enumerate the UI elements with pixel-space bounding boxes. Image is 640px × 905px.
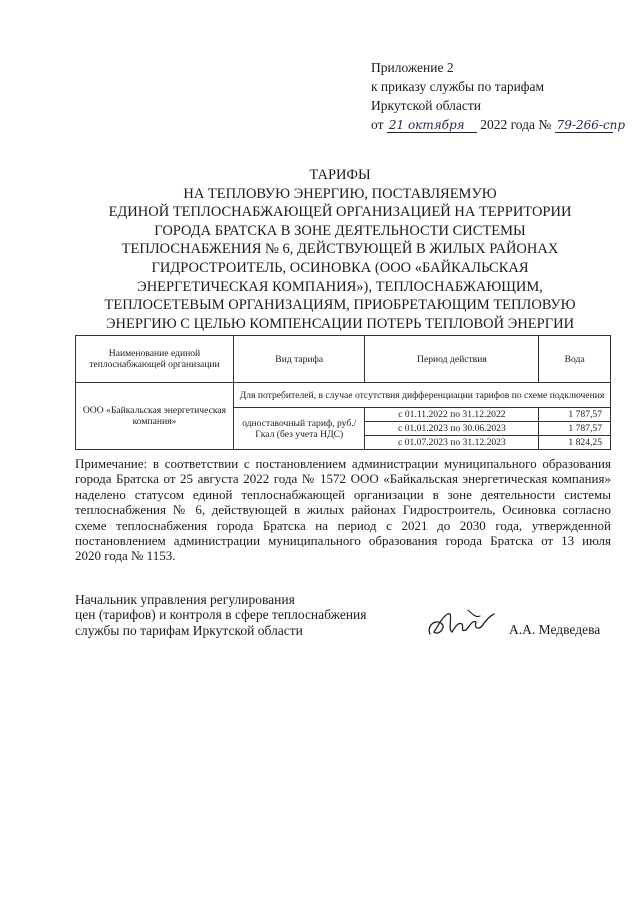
signatory-name: А.А. Медведева <box>509 622 601 637</box>
value-cell: 1 787,57 <box>539 422 611 436</box>
title-line: ГОРОДА БРАТСКА В ЗОНЕ ДЕЯТЕЛЬНОСТИ СИСТЕМЫ <box>154 222 526 239</box>
year-text: 2022 года № <box>480 117 552 132</box>
table-row <box>76 383 611 408</box>
document-title <box>60 166 620 333</box>
title-line: НА ТЕПЛОВУЮ ЭНЕРГИЮ, ПОСТАВЛЯЕМУЮ <box>183 185 497 202</box>
note-line: постановлением администрации муниципального образования города Братска от 13 июля <box>75 533 611 549</box>
tariff-table <box>75 335 611 450</box>
tariff-type-cell: одноставочный тариф, руб./Гкал (без учета НДС) <box>233 408 365 450</box>
note-line: 2020 года № 1153. <box>75 548 176 564</box>
note-line: теплоснабжения № 6, действующей в жилых районах Гидростроитель, Осиновка согласно <box>75 502 611 518</box>
title-line: ТЕПЛОСНАБЖЕНИЯ № 6, ДЕЙСТВУЮЩЕЙ В ЖИЛЫХ РАЙОНАХ <box>121 241 559 258</box>
header-tariff-type: Вид тарифа <box>233 336 365 383</box>
appendix-date-line <box>371 115 626 134</box>
appendix-line-1: Приложение 2 <box>371 60 454 75</box>
consumer-group-cell: Для потребителей, в случае отсутствия дифференциации тарифов по схеме подключения <box>233 383 610 408</box>
signatory-line-2: цен (тарифов) и контроля в сфере теплоснабжения <box>75 607 367 623</box>
date-prefix: от <box>371 117 384 132</box>
header-period: Период действия <box>365 336 539 383</box>
note-line: города Братска от 25 августа 2022 года № 1572 ООО «Байкальская энергетическая компания» <box>75 471 611 487</box>
period-cell: с 01.07.2023 по 31.12.2023 <box>365 436 539 450</box>
header-water: Вода <box>539 336 611 383</box>
table-header-row <box>76 336 611 383</box>
appendix-line-3: Иркутской области <box>371 98 482 113</box>
appendix-header <box>371 58 626 134</box>
title-line: ЭНЕРГЕТИЧЕСКАЯ КОМПАНИЯ»), ТЕПЛОСНАБЖАЮЩИМ, <box>137 278 543 295</box>
value-cell: 1 824,25 <box>539 436 611 450</box>
title-line: ТЕПЛОСЕТЕВЫМ ОРГАНИЗАЦИЯМ, ПРИОБРЕТАЮЩИМ ТЕПЛОВУЮ <box>104 297 576 314</box>
title-line: ТАРИФЫ <box>309 167 371 183</box>
period-cell: с 01.01.2023 по 30.06.2023 <box>365 422 539 436</box>
handwritten-date: 21 октября <box>387 118 477 133</box>
note-line: Примечание: в соответствии с постановлением администрации муниципального образования <box>75 456 611 471</box>
note-paragraph <box>75 456 611 564</box>
signatory-position <box>75 592 366 638</box>
handwritten-order-number: 79-266-спр <box>556 118 626 132</box>
signatory-line-1: Начальник управления регулирования <box>75 592 295 607</box>
value-cell: 1 787,57 <box>539 408 611 422</box>
period-cell: с 01.11.2022 по 31.12.2022 <box>365 408 539 422</box>
organization-cell: ООО «Байкальская энергетическая компания» <box>76 383 234 450</box>
note-line: схеме теплоснабжения города Братска на период с 2021 до 2030 года, утвержденной <box>75 517 611 533</box>
note-line: наделено статусом единой теплоснабжающей организации в зоне деятельности системы <box>75 486 611 502</box>
title-line: ЭНЕРГИЮ С ЦЕЛЬЮ КОМПЕНСАЦИИ ПОТЕРЬ ТЕПЛОВОЙ ЭНЕРГИИ <box>105 315 575 332</box>
title-line: ЕДИНОЙ ТЕПЛОСНАБЖАЮЩЕЙ ОРГАНИЗАЦИЕЙ НА ТЕРРИТОРИИ <box>108 204 572 221</box>
appendix-line-2: к приказу службы по тарифам <box>371 79 545 94</box>
title-line: ГИДРОСТРОИТЕЛЬ, ОСИНОВКА (ООО «БАЙКАЛЬСКАЯ <box>151 259 529 276</box>
handwritten-signature <box>424 604 504 644</box>
signatory-line-3: службы по тарифам Иркутской области <box>75 622 303 638</box>
header-organization: Наименование единой теплоснабжающей организации <box>76 336 234 383</box>
